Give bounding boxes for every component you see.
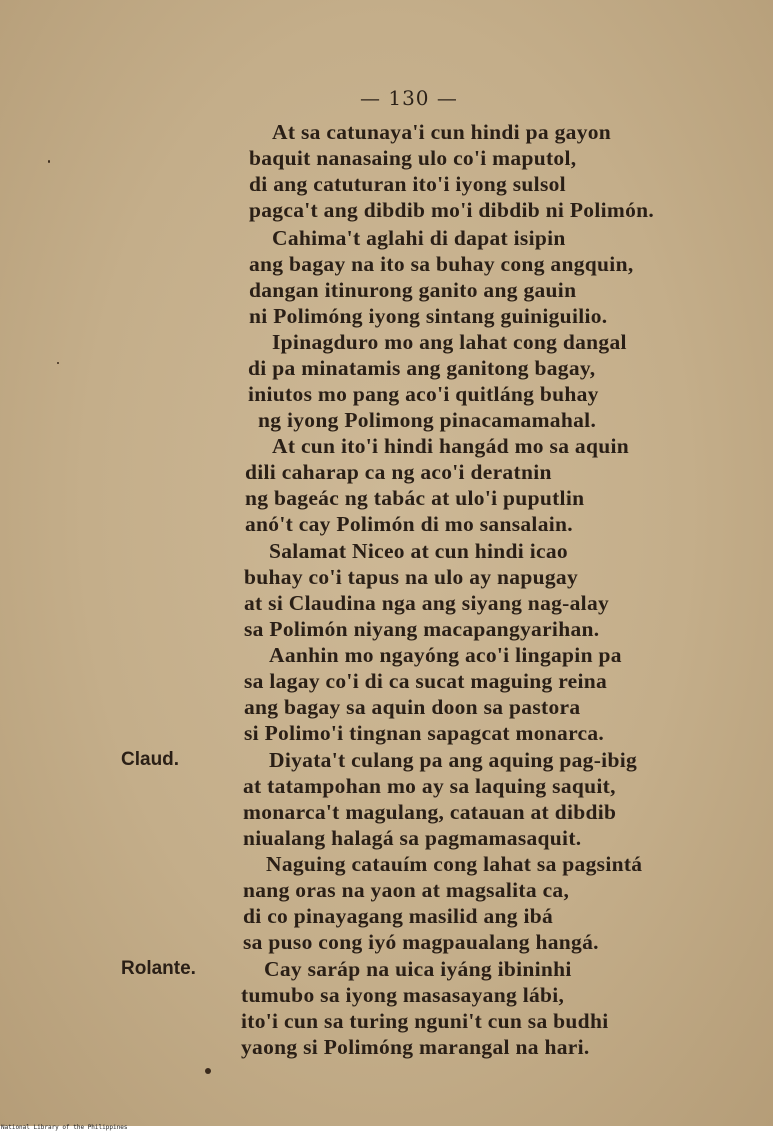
verse-line: Ipinagduro mo ang lahat cong dangal bbox=[272, 330, 627, 354]
footer-credit: National Library of the Philippines bbox=[1, 1124, 128, 1131]
verse-line: Naguing catauím cong lahat sa pagsintá bbox=[266, 852, 643, 876]
verse-line: anó't cay Polimón di mo sansalain. bbox=[245, 512, 573, 536]
verse-line: At cun ito'i hindi hangád mo sa aquin bbox=[272, 434, 630, 458]
ink-speck bbox=[57, 362, 59, 364]
verse-line: at tatampohan mo ay sa laquing saquit, bbox=[243, 774, 616, 798]
speaker-label: Claud. bbox=[121, 749, 180, 770]
verse-line: ng iyong Polimong pinacamamahal. bbox=[258, 408, 597, 432]
verse-line: yaong si Polimóng marangal na hari. bbox=[241, 1035, 590, 1059]
verse-line: iniutos mo pang aco'i quitláng buhay bbox=[248, 382, 599, 406]
verse-line: dangan itinurong ganito ang gauin bbox=[249, 278, 577, 302]
verse-line: Diyata't culang pa ang aquing pag-ibig bbox=[269, 748, 638, 772]
verse-line: di co pinayagang masilid ang ibá bbox=[243, 904, 554, 928]
verse-line: ni Polimóng iyong sintang guiniguilio. bbox=[249, 304, 608, 328]
verse-line: ang bagay na ito sa buhay cong angquin, bbox=[249, 252, 634, 276]
verse-line: sa lagay co'i di ca sucat maguing reina bbox=[244, 669, 608, 693]
verse-line: sa puso cong iyó magpaualang hangá. bbox=[243, 930, 599, 954]
footer-bar bbox=[0, 1126, 773, 1133]
verse-line: ito'i cun sa turing nguni't cun sa budhi bbox=[241, 1009, 609, 1033]
verse-line: niualang halagá sa pagmamasaquit. bbox=[243, 826, 582, 850]
verse-line: Salamat Niceo at cun hindi icao bbox=[269, 539, 568, 563]
verse-line: Aanhin mo ngayóng aco'i lingapin pa bbox=[269, 643, 622, 667]
ink-speck bbox=[48, 160, 50, 163]
verse-line: nang oras na yaon at magsalita ca, bbox=[243, 878, 570, 902]
verse-line: monarca't magulang, catauan at dibdib bbox=[243, 800, 617, 824]
verse-line: sa Polimón niyang macapangyarihan. bbox=[244, 617, 600, 641]
verse-line: at si Claudina nga ang siyang nag-alay bbox=[244, 591, 610, 615]
verse-line: tumubo sa iyong masasayang lábi, bbox=[241, 983, 565, 1007]
verse-line: di pa minatamis ang ganitong bagay, bbox=[248, 356, 596, 380]
speaker-label: Rolante. bbox=[121, 958, 196, 979]
verse-line: buhay co'i tapus na ulo ay napugay bbox=[244, 565, 579, 589]
verse-line: si Polimo'i tingnan sapagcat monarca. bbox=[244, 721, 605, 745]
verse-line: pagca't ang dibdib mo'i dibdib ni Polimón. bbox=[249, 198, 655, 222]
ink-speck bbox=[205, 1068, 211, 1074]
verse-line: Cay saráp na uica iyáng ibininhi bbox=[264, 957, 572, 981]
verse-line: baquit nanasaing ulo co'i maputol, bbox=[249, 146, 577, 170]
verse-line: dili caharap ca ng aco'i deratnin bbox=[245, 460, 552, 484]
verse-line: Cahima't aglahi di dapat isipin bbox=[272, 226, 566, 250]
verse-line: ng bageác ng tabác at ulo'i puputlin bbox=[245, 486, 585, 510]
verse-line: di ang catuturan ito'i iyong sulsol bbox=[249, 172, 566, 196]
verse-line: At sa catunaya'i cun hindi pa gayon bbox=[272, 120, 612, 144]
page-number: — 130 — bbox=[360, 86, 458, 110]
verse-line: ang bagay sa aquin doon sa pastora bbox=[244, 695, 581, 719]
